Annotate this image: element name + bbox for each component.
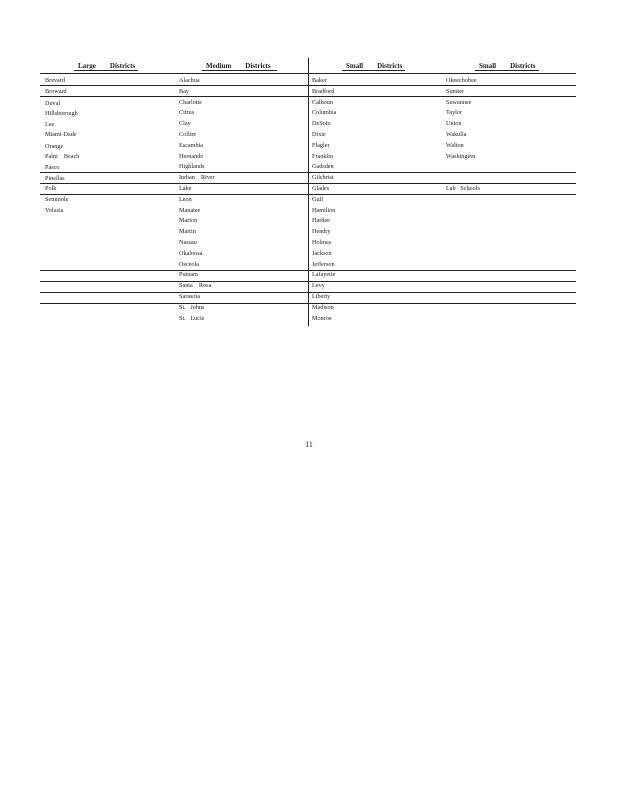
district-cell: Collier xyxy=(179,130,197,138)
district-cell: Martin xyxy=(179,228,196,236)
table-rule xyxy=(40,270,576,271)
district-cell: Hendry xyxy=(312,228,331,236)
header-underline xyxy=(475,70,539,71)
district-cell: Wakulla xyxy=(446,130,467,138)
district-cell: Lee xyxy=(45,121,55,129)
column-divider xyxy=(308,58,309,326)
district-cell: Gilchrist xyxy=(312,174,334,182)
district-cell: Glades xyxy=(312,184,330,192)
district-cell: Jackson xyxy=(312,249,332,257)
district-cell: Polk xyxy=(45,185,57,193)
district-cell: Jefferson xyxy=(312,260,335,268)
district-cell: Charlotte xyxy=(179,98,203,106)
district-cell: Osceola xyxy=(179,260,199,268)
district-cell: DeSoto xyxy=(312,120,331,128)
column-small-districts-2 xyxy=(446,76,571,195)
table-rule xyxy=(40,281,576,282)
district-cell: Brevard xyxy=(45,77,65,84)
column-medium-districts xyxy=(179,76,304,324)
district-cell: Clay xyxy=(179,120,191,128)
header-medium-districts: Medium Districts xyxy=(206,62,271,70)
header-small-districts-1: Small Districts xyxy=(346,62,403,70)
district-cell: Hardee xyxy=(312,217,330,225)
district-cell: Hillsborough xyxy=(45,109,78,117)
table-rule xyxy=(40,303,576,304)
district-cell: Seminole xyxy=(45,196,69,204)
column-large-districts xyxy=(45,76,170,217)
district-cell: Okaloosa xyxy=(179,249,203,257)
lab-schools-cell: Lab Schools xyxy=(446,184,480,192)
district-cell: Gadsden xyxy=(312,163,334,171)
district-cell: Gulf xyxy=(312,195,324,203)
district-cell: Monroe xyxy=(312,314,332,322)
district-cell: Okeechobee xyxy=(446,77,477,84)
district-cell: St. Johns xyxy=(179,303,205,311)
district-cell: Lake xyxy=(179,184,192,192)
district-cell: Pasco xyxy=(45,163,60,171)
header-large-districts: Large Districts xyxy=(78,62,136,70)
district-cell: Walton xyxy=(446,141,464,149)
district-cell: Hernando xyxy=(179,152,204,160)
column-small-districts-1 xyxy=(312,76,437,324)
header-underline xyxy=(74,70,138,71)
district-cell: Liberty xyxy=(312,292,331,300)
district-cell: Leon xyxy=(179,195,192,203)
district-cell: Columbia xyxy=(312,109,337,117)
district-cell: Indian River xyxy=(179,174,215,182)
table-rule xyxy=(40,292,576,293)
district-cell: Franklin xyxy=(312,152,333,160)
header-underline xyxy=(202,70,277,71)
district-cell: Lafayette xyxy=(312,271,336,279)
district-cell: Bay xyxy=(179,87,189,95)
district-cell: Putnam xyxy=(179,271,198,279)
district-cell: Taylor xyxy=(446,109,463,117)
district-cell: Levy xyxy=(312,282,325,290)
district-cell: Holmes xyxy=(312,238,332,246)
district-cell: Nassau xyxy=(179,238,197,246)
district-cell: Union xyxy=(446,120,462,128)
header-small-districts-2: Small Districts xyxy=(479,62,536,70)
district-cell: Miami-Dade xyxy=(45,131,77,139)
district-cell: Madison xyxy=(312,303,334,311)
district-cell: Highlands xyxy=(179,163,205,171)
district-cell: Volusia xyxy=(45,207,64,215)
district-cell: Sumter xyxy=(446,87,464,95)
district-cell: Duval xyxy=(45,100,61,108)
district-cell: Escambia xyxy=(179,141,204,149)
district-cell: Pinellas xyxy=(45,174,65,182)
district-cell: Bradford xyxy=(312,87,335,95)
district-cell: Manatee xyxy=(179,206,201,214)
district-cell xyxy=(446,173,571,184)
district-cell: Suwannee xyxy=(446,98,472,106)
district-cell: Baker xyxy=(312,77,327,84)
district-cell: Washington xyxy=(446,152,476,160)
district-cell: Marion xyxy=(179,217,198,225)
district-cell: Alachua xyxy=(179,77,200,84)
header-underline xyxy=(342,70,405,71)
district-cell: Flagler xyxy=(312,141,330,149)
district-cell: Broward xyxy=(45,87,67,95)
district-cell: Palm Beach xyxy=(45,153,80,161)
district-cell: St. Lucie xyxy=(179,314,205,322)
district-cell: Sarasota xyxy=(179,292,200,300)
page-number: 11 xyxy=(305,440,313,449)
district-cell: Hamilton xyxy=(312,206,336,214)
district-cell: Citrus xyxy=(179,109,195,117)
district-cell: Orange xyxy=(45,142,64,150)
district-cell xyxy=(446,162,571,173)
district-cell: Calhoun xyxy=(312,98,333,106)
table-rule xyxy=(40,73,576,74)
district-cell: Santa Rosa xyxy=(179,282,212,290)
district-cell: Dixie xyxy=(312,130,326,138)
